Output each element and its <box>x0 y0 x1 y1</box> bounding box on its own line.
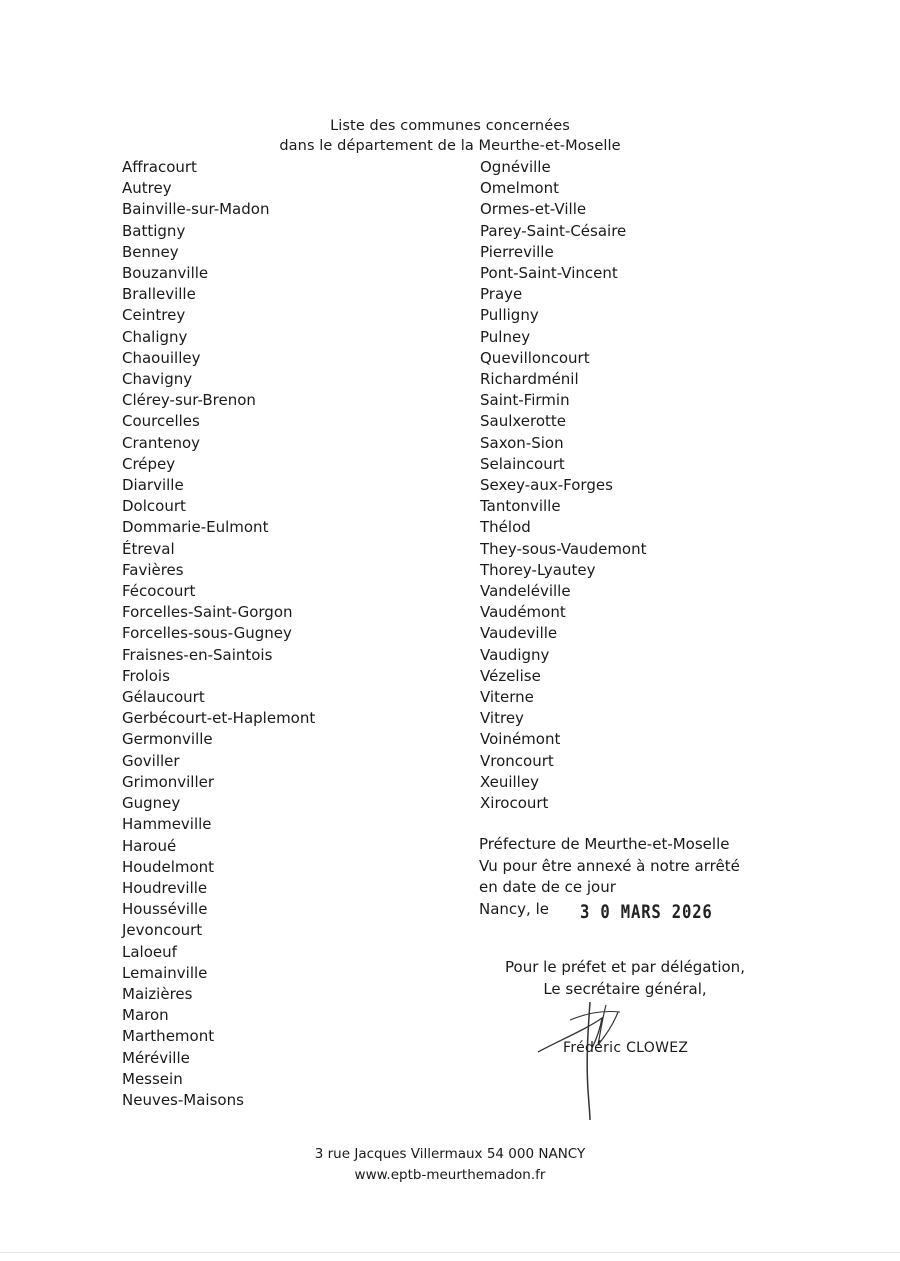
communes-list-left <box>122 157 315 1111</box>
commune-item: Battigny <box>122 221 186 240</box>
commune-item: Tantonville <box>480 497 561 516</box>
date-stamp: 3 0 MARS 2026 <box>580 901 713 923</box>
commune-item: Ceintrey <box>122 306 186 325</box>
commune-item: Fécocourt <box>122 582 196 601</box>
commune-item: Bainville-sur-Madon <box>122 200 270 219</box>
prefecture-name: Préfecture de Meurthe-et-Moselle <box>479 835 730 853</box>
commune-item: They-sous-Vaudemont <box>480 539 647 558</box>
footer-website: www.eptb-meurthemadon.fr <box>354 1167 546 1183</box>
commune-item: Crantenoy <box>122 433 201 452</box>
commune-item: Chavigny <box>122 370 193 389</box>
signer-title: Le secrétaire général, <box>543 980 707 998</box>
commune-item: Praye <box>480 285 523 304</box>
list-title-line-1: Liste des communes concernées <box>330 118 570 134</box>
commune-item: Méréville <box>122 1048 190 1067</box>
commune-item: Thorey-Lyautey <box>480 560 596 579</box>
commune-item: Saint-Firmin <box>480 391 570 410</box>
annex-statement: Vu pour être annexé à notre arrêté <box>479 856 740 875</box>
commune-item: Vitrey <box>480 709 524 728</box>
commune-item: Frolois <box>122 666 170 685</box>
commune-item: Lemainville <box>122 963 208 982</box>
commune-item: Fraisnes-en-Saintois <box>122 645 273 664</box>
delegation-line: Pour le préfet et par délégation, <box>505 958 745 976</box>
commune-item: Gélaucourt <box>122 688 205 707</box>
commune-item: Maron <box>122 1006 169 1025</box>
commune-item: Messein <box>122 1069 183 1088</box>
commune-item: Affracourt <box>122 158 197 176</box>
commune-item: Pont-Saint-Vincent <box>480 264 618 283</box>
commune-item: Vézelise <box>480 666 541 685</box>
commune-item: Marthemont <box>122 1027 215 1046</box>
handwritten-signature <box>530 1000 660 1125</box>
commune-item: Quevilloncourt <box>480 348 590 367</box>
commune-item: Pierreville <box>480 242 554 261</box>
commune-item: Pulligny <box>480 306 539 325</box>
commune-item: Crépey <box>122 454 176 473</box>
commune-item: Laloeuf <box>122 942 177 961</box>
commune-item: Favières <box>122 560 184 579</box>
commune-item: Parey-Saint-Césaire <box>480 221 627 240</box>
commune-item: Omelmont <box>480 179 559 198</box>
signer-name: Frédéric CLOWEZ <box>563 1040 689 1056</box>
commune-item: Thélod <box>480 518 531 537</box>
commune-item: Germonville <box>122 730 213 749</box>
commune-item: Vroncourt <box>480 751 554 770</box>
commune-item: Dommarie-Eulmont <box>122 518 269 537</box>
commune-item: Maizières <box>122 984 193 1003</box>
commune-item: Voinémont <box>480 730 561 749</box>
commune-item: Houdreville <box>122 878 208 897</box>
commune-item: Goviller <box>122 751 180 770</box>
commune-item: Xirocourt <box>480 794 549 813</box>
commune-item: Chaouilley <box>122 348 201 367</box>
commune-item: Ognéville <box>480 158 551 176</box>
commune-item: Ormes-et-Ville <box>480 200 587 219</box>
list-title-line-2: dans le département de la Meurthe-et-Moselle <box>279 138 621 154</box>
commune-item: Richardménil <box>480 370 579 389</box>
commune-item: Neuves-Maisons <box>122 1090 244 1109</box>
commune-item: Saulxerotte <box>480 412 567 431</box>
commune-item: Haroué <box>122 836 177 855</box>
commune-item: Gugney <box>122 794 181 813</box>
commune-item: Clérey-sur-Brenon <box>122 391 256 410</box>
commune-item: Hammeville <box>122 815 212 834</box>
commune-item: Saxon-Sion <box>480 433 564 452</box>
commune-item: Forcelles-sous-Gugney <box>122 624 292 643</box>
communes-list-right <box>480 157 647 814</box>
commune-item: Jevoncourt <box>122 921 203 940</box>
commune-item: Autrey <box>122 179 172 198</box>
scan-edge-divider <box>0 1252 900 1253</box>
commune-item: Courcelles <box>122 412 200 431</box>
commune-item: Vaudigny <box>480 645 550 664</box>
footer-address: 3 rue Jacques Villermaux 54 000 NANCY <box>314 1146 586 1162</box>
commune-item: Dolcourt <box>122 497 186 516</box>
commune-item: Chaligny <box>122 327 188 346</box>
commune-item: Selaincourt <box>480 454 565 473</box>
commune-item: Pulney <box>480 327 531 346</box>
commune-item: Grimonviller <box>122 772 215 791</box>
commune-item: Xeuilley <box>480 772 539 791</box>
commune-item: Sexey-aux-Forges <box>480 476 613 495</box>
commune-item: Vaudémont <box>480 603 566 622</box>
commune-item: Bouzanville <box>122 264 209 283</box>
commune-item: Vaudeville <box>480 624 558 643</box>
commune-item: Bralleville <box>122 285 196 304</box>
commune-item: Diarville <box>122 476 184 495</box>
place-date-label: Nancy, le <box>479 899 549 918</box>
commune-item: Forcelles-Saint-Gorgon <box>122 603 293 622</box>
commune-item: Housséville <box>122 900 208 919</box>
commune-item: Gerbécourt-et-Haplemont <box>122 709 316 728</box>
commune-item: Vandeléville <box>480 582 571 601</box>
commune-item: Étreval <box>122 539 175 558</box>
commune-item: Viterne <box>480 688 534 707</box>
commune-item: Houdelmont <box>122 857 215 876</box>
commune-item: Benney <box>122 242 179 261</box>
annex-date-statement: en date de ce jour <box>479 878 616 896</box>
